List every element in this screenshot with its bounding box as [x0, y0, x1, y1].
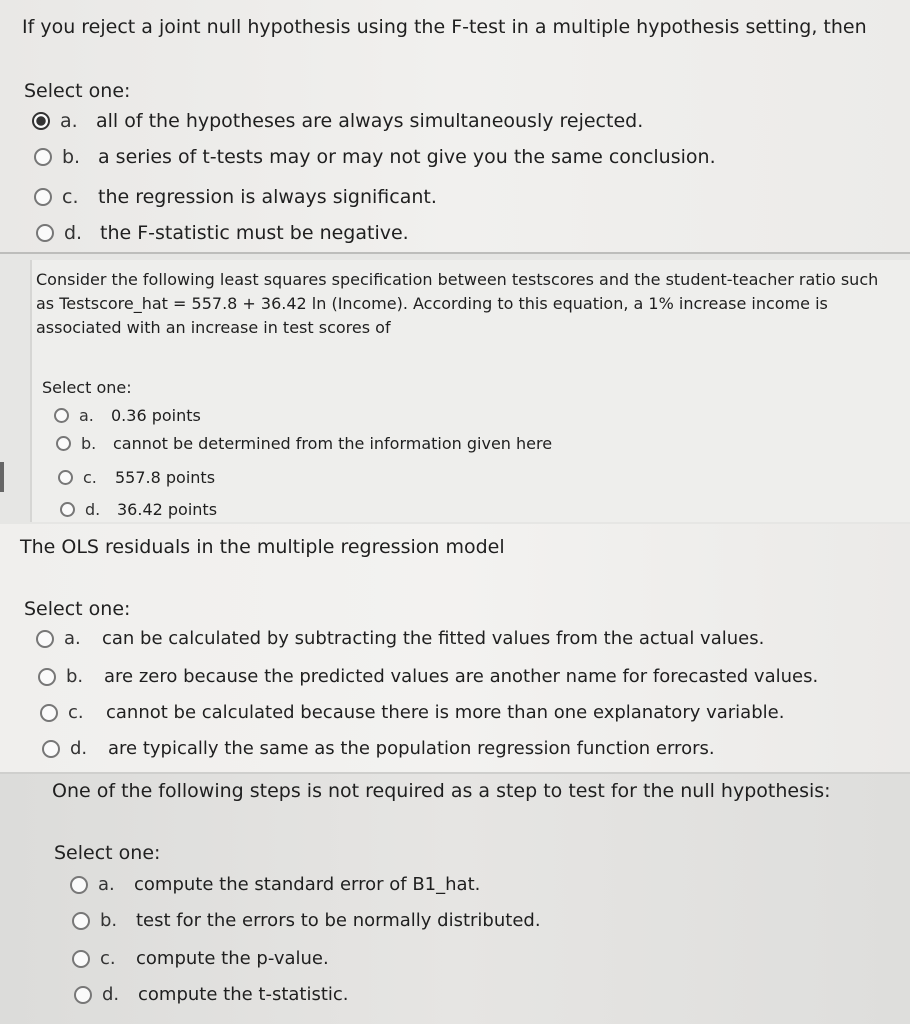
radio-icon[interactable]	[56, 436, 71, 451]
option-a[interactable]	[54, 406, 201, 425]
option-letter: a.	[60, 110, 78, 132]
radio-selected-icon[interactable]	[32, 112, 50, 130]
question-text: Consider the following least squares specification between testscores and the student-teacher ratio such as Testscore_hat = 557.8 + 36.42 ln (Income). According to this equation, a 1% increase income is associated with an increase in test scores of	[36, 270, 879, 337]
radio-icon[interactable]	[74, 986, 92, 1004]
radio-icon[interactable]	[70, 876, 88, 894]
radio-icon[interactable]	[58, 470, 73, 485]
option-letter: c.	[83, 468, 97, 487]
option-d[interactable]	[60, 500, 217, 519]
option-text: cannot be determined from the information given here	[113, 434, 553, 453]
option-text: 36.42 points	[117, 500, 218, 519]
option-text: can be calculated by subtracting the fitted values from the actual values.	[102, 628, 765, 649]
option-b[interactable]	[38, 666, 818, 687]
question-4	[0, 772, 910, 1024]
option-d[interactable]	[74, 984, 349, 1005]
option-text: the F-statistic must be negative.	[100, 222, 409, 244]
question-text: One of the following steps is not required as a step to test for the null hypothesis:	[52, 780, 831, 802]
select-one-label: Select one:	[42, 378, 132, 397]
option-text: cannot be calculated because there is more than one explanatory variable.	[106, 702, 785, 723]
radio-icon[interactable]	[38, 668, 56, 686]
option-letter: a.	[98, 874, 115, 895]
select-one-label: Select one:	[54, 842, 161, 864]
option-d[interactable]	[36, 222, 409, 244]
option-c[interactable]	[34, 186, 437, 208]
radio-icon[interactable]	[36, 224, 54, 242]
radio-icon[interactable]	[34, 188, 52, 206]
option-letter: c.	[68, 702, 84, 723]
option-b[interactable]	[56, 434, 552, 453]
option-text: a series of t-tests may or may not give you the same conclusion.	[98, 146, 716, 168]
option-text: 557.8 points	[115, 468, 216, 487]
question-text: If you reject a joint null hypothesis using the F-test in a multiple hypothesis setting, then	[22, 16, 867, 38]
option-letter: d.	[64, 222, 83, 244]
option-letter: c.	[62, 186, 79, 208]
option-c[interactable]	[40, 702, 784, 723]
option-letter: b.	[100, 910, 118, 931]
option-letter: b.	[62, 146, 81, 168]
radio-icon[interactable]	[60, 502, 75, 517]
option-b[interactable]	[34, 146, 716, 168]
radio-icon[interactable]	[72, 950, 90, 968]
option-letter: d.	[85, 500, 101, 519]
option-c[interactable]	[58, 468, 215, 487]
option-text: the regression is always significant.	[98, 186, 437, 208]
option-text: compute the standard error of B1_hat.	[134, 874, 481, 895]
option-text: 0.36 points	[111, 406, 201, 425]
question-3	[0, 524, 910, 772]
option-d[interactable]	[42, 738, 715, 759]
option-letter: b.	[66, 666, 84, 687]
option-a[interactable]	[32, 110, 643, 132]
question-text: The OLS residuals in the multiple regression model	[20, 536, 505, 558]
option-text: compute the p-value.	[136, 948, 329, 969]
option-letter: a.	[79, 406, 94, 425]
radio-icon[interactable]	[40, 704, 58, 722]
radio-icon[interactable]	[54, 408, 69, 423]
option-text: are zero because the predicted values are another name for forecasted values.	[104, 666, 819, 687]
option-b[interactable]	[72, 910, 541, 931]
option-text: are typically the same as the population regression function errors.	[108, 738, 715, 759]
left-edge-marker	[0, 462, 4, 492]
select-one-label: Select one:	[24, 80, 131, 102]
option-letter: d.	[102, 984, 120, 1005]
option-letter: a.	[64, 628, 81, 649]
option-letter: d.	[70, 738, 88, 759]
option-c[interactable]	[72, 948, 329, 969]
option-text: test for the errors to be normally distributed.	[136, 910, 541, 931]
option-letter: c.	[100, 948, 116, 969]
select-one-label: Select one:	[24, 598, 131, 620]
radio-icon[interactable]	[36, 630, 54, 648]
question-2	[0, 252, 910, 524]
option-a[interactable]	[36, 628, 764, 649]
radio-icon[interactable]	[42, 740, 60, 758]
question-1	[0, 0, 910, 252]
option-letter: b.	[81, 434, 97, 453]
radio-icon[interactable]	[34, 148, 52, 166]
option-text: compute the t-statistic.	[138, 984, 349, 1005]
option-text: all of the hypotheses are always simultaneously rejected.	[96, 110, 644, 132]
option-a[interactable]	[70, 874, 480, 895]
radio-icon[interactable]	[72, 912, 90, 930]
